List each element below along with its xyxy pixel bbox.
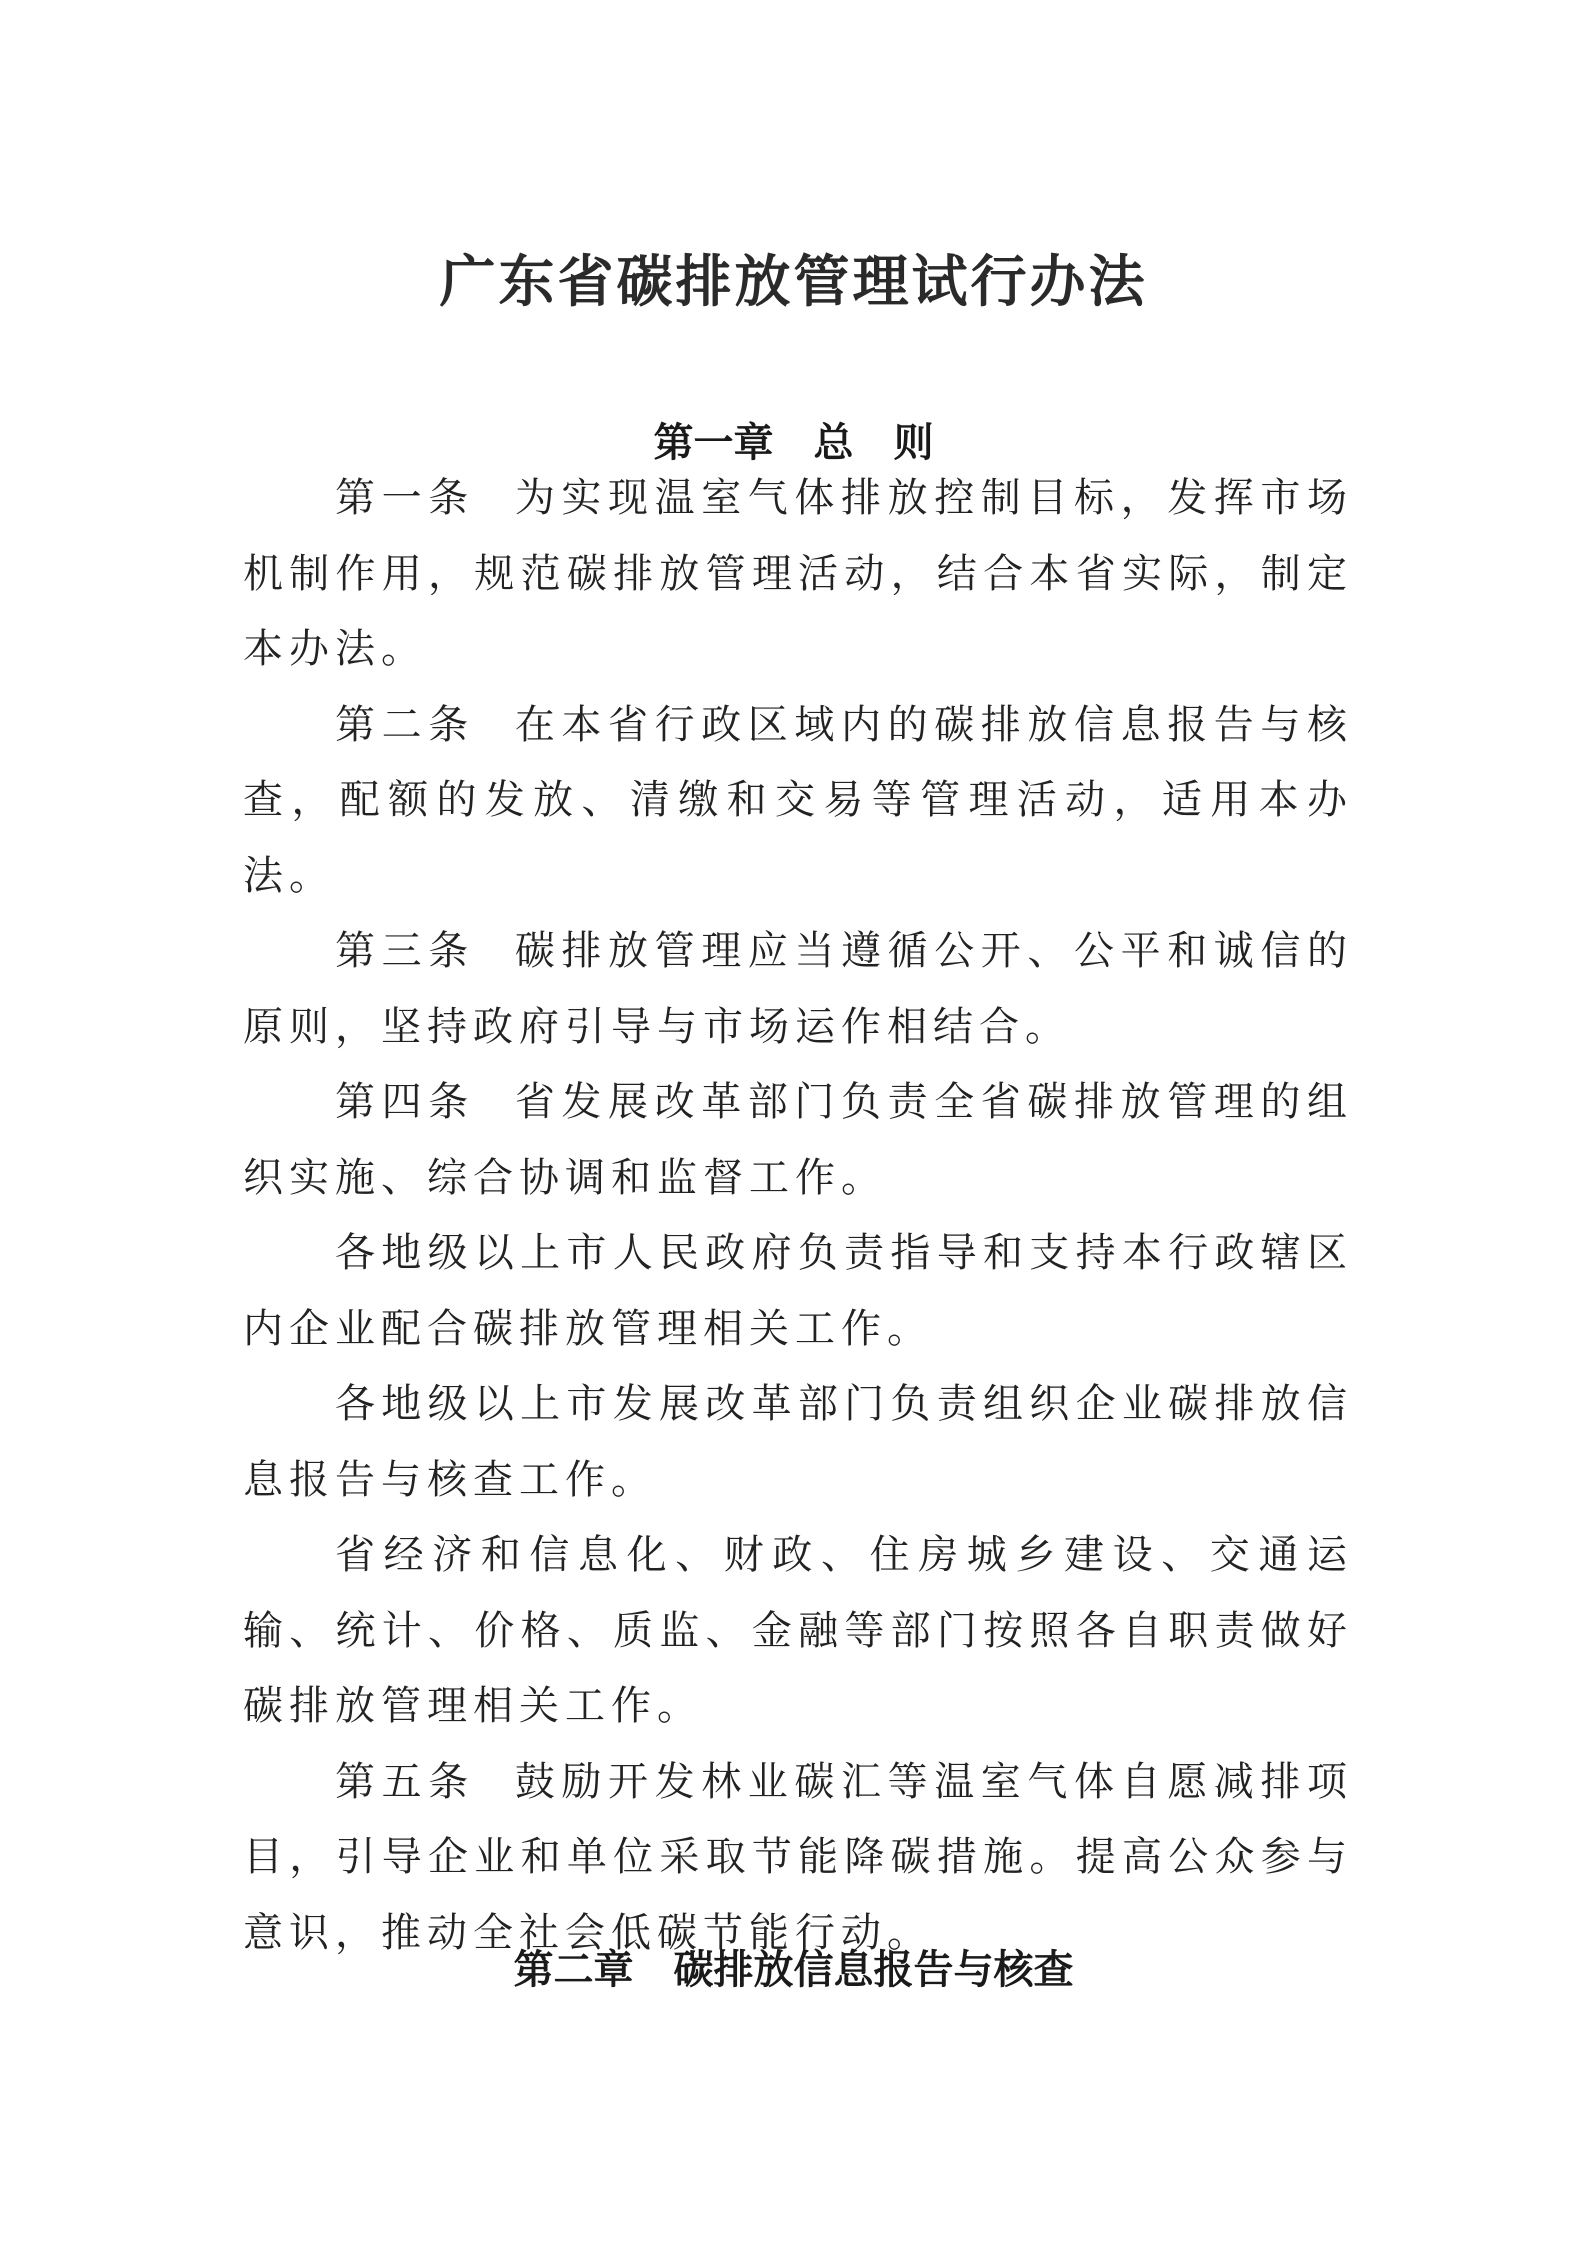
article-text: 为实现温室气体排放控制目标，发挥市场机制作用，规范碳排放管理活动，结合本省实际，制定本办法。 [243,475,1354,672]
article-number: 第五条 [335,1758,475,1805]
article-text: 各地级以上市人民政府负责指导和支持本行政辖区内企业配合碳排放管理相关工作。 [243,1230,1353,1352]
article-text: 碳排放管理应当遵循公开、公平和诚信的原则，坚持政府引导与市场运作相结合。 [243,928,1354,1050]
article-paragraph [243,1216,1353,1367]
article-text: 省发展改革部门负责全省碳排放管理的组织实施、综合协调和监督工作。 [243,1079,1354,1201]
article-paragraph [243,1745,1353,1972]
article-paragraph [243,1367,1353,1518]
document-title: 广东省碳排放管理试行办法 [439,249,1148,315]
article-number: 第一条 [335,475,475,521]
article-paragraph [243,1065,1353,1216]
article-paragraph [243,688,1353,915]
article-number: 第四条 [335,1079,475,1125]
chapter-heading: 第一章 总 则 [653,420,934,467]
article-text: 在本省行政区域内的碳排放信息报告与核查，配额的发放、清缴和交易等管理活动，适用本办法。 [243,701,1354,899]
article-number: 第三条 [335,928,475,974]
article-text: 鼓励开发林业碳汇等温室气体自愿减排项目，引导企业和单位采取节能降碳措施。提高公众参与意识，推动全社会低碳节能行动。 [243,1758,1354,1956]
article-number: 第二条 [335,701,475,748]
article-paragraph [243,914,1353,1065]
chapter-body [243,461,1353,1971]
article-paragraph [243,1518,1353,1745]
article-text: 省经济和信息化、财政、住房城乡建设、交通运输、统计、价格、质监、金融等部门按照各自职责做好碳排放管理相关工作。 [243,1532,1353,1729]
chapter-heading: 第二章 碳排放信息报告与核查 [513,1947,1074,1994]
article-paragraph [243,461,1353,688]
article-text: 各地级以上市发展改革部门负责组织企业碳排放信息报告与核查工作。 [243,1381,1353,1503]
